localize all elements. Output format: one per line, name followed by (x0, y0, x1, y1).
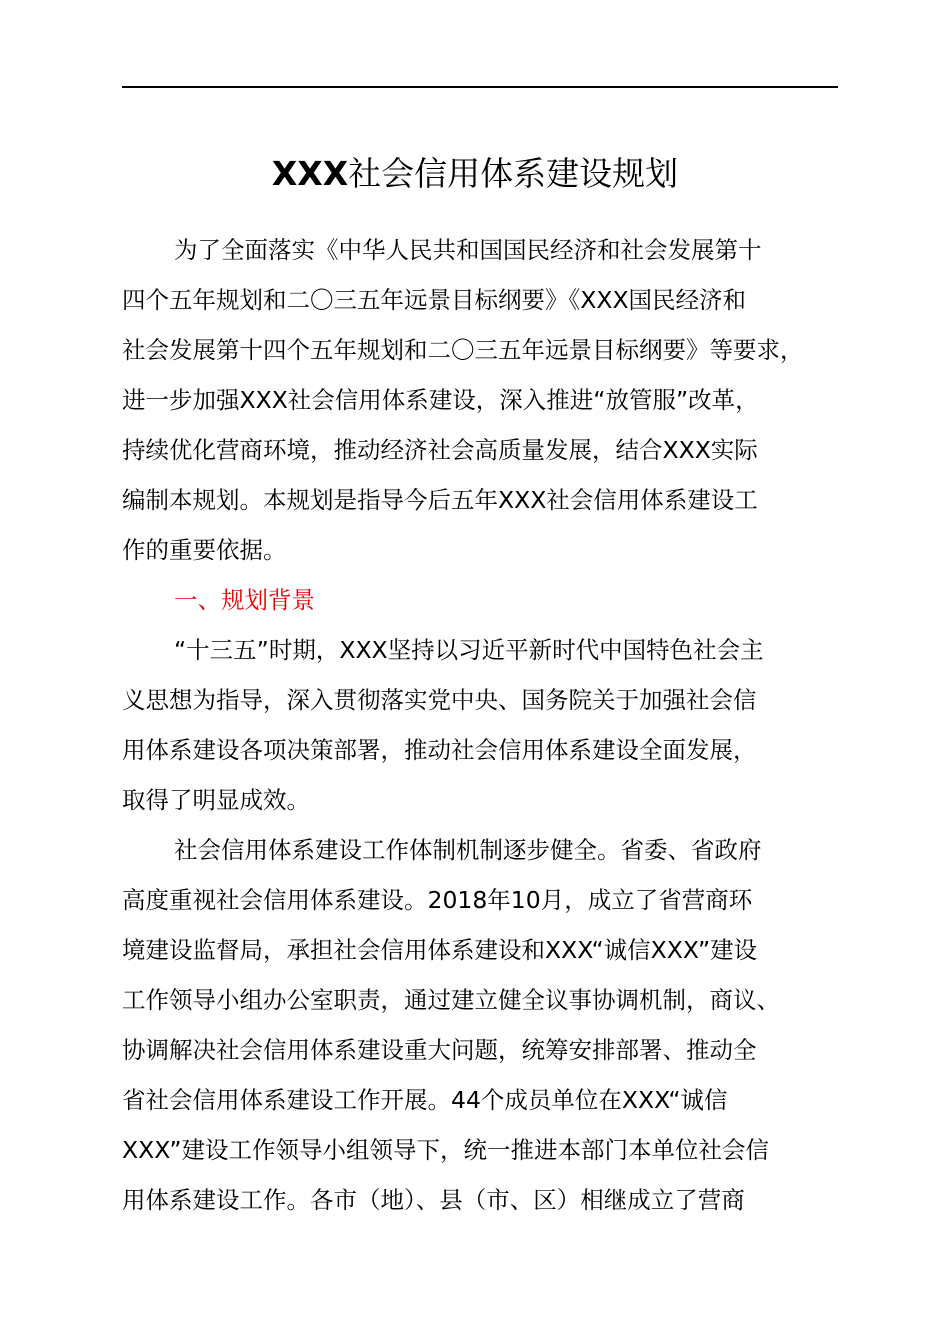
paragraph-line: 义思想为指导，深入贯彻落实党中央、国务院关于加强社会信 (122, 686, 757, 714)
paragraph-line: 工作领导小组办公室职责，通过建立健全议事协调机制，商议、 (122, 986, 780, 1014)
paragraph-line: 取得了明显成效。 (122, 786, 310, 814)
header-rule (122, 86, 838, 88)
paragraph-line: 协调解决社会信用体系建设重大问题，统筹安排部署、推动全 (122, 1036, 757, 1064)
paragraph-line: 四个五年规划和二〇三五年远景目标纲要》《XXX国民经济和 (122, 286, 747, 314)
paragraph-line: “十三五”时期，XXX坚持以习近平新时代中国特色社会主 (174, 636, 764, 664)
document-title (0, 148, 950, 200)
paragraph-line: 境建设监督局，承担社会信用体系建设和XXX“诚信XXX”建设 (122, 936, 758, 964)
paragraph-line: XXX”建设工作领导小组领导下，统一推进本部门本单位社会信 (122, 1136, 770, 1164)
paragraph-line: 用体系建设各项决策部署，推动社会信用体系建设全面发展， (122, 736, 757, 764)
paragraph-line: 高度重视社会信用体系建设。2018年10月，成立了省营商环 (122, 886, 753, 914)
paragraph-line: 编制本规划。本规划是指导今后五年XXX社会信用体系建设工 (122, 486, 758, 514)
paragraph-line: 社会信用体系建设工作体制机制逐步健全。省委、省政府 (174, 836, 762, 864)
paragraph-line: 用体系建设工作。各市（地）、县（市、区）相继成立了营商 (122, 1186, 745, 1214)
title-text: 社会信用体系建设规划 (348, 154, 679, 193)
paragraph-line: 进一步加强XXX社会信用体系建设，深入推进“放管服”改革， (122, 386, 759, 414)
section-heading: 一、规划背景 (174, 586, 315, 614)
paragraph-line: 为了全面落实《中华人民共和国国民经济和社会发展第十 (174, 236, 762, 264)
title-prefix: XXX (271, 154, 349, 193)
paragraph-line: 省社会信用体系建设工作开展。44个成员单位在XXX“诚信 (122, 1086, 728, 1114)
paragraph-line: 社会发展第十四个五年规划和二〇三五年远景目标纲要》等要求， (122, 336, 804, 364)
paragraph-line: 持续优化营商环境，推动经济社会高质量发展，结合XXX实际 (122, 436, 758, 464)
paragraph-line: 作的重要依据。 (122, 536, 287, 564)
